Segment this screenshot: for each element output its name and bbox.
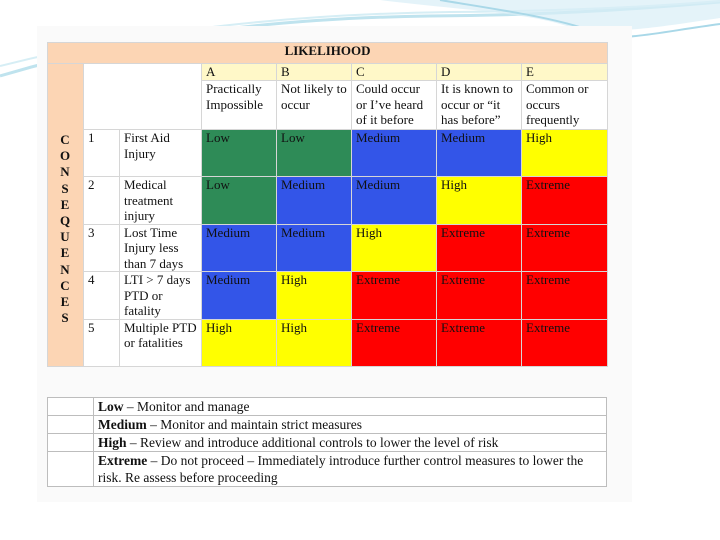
risk-cell-2c: Medium (352, 177, 437, 225)
risk-cell-5a: High (202, 319, 277, 366)
likelihood-desc-d: It is known to occur or “it has before” (437, 81, 522, 130)
legend-level-medium: Medium (98, 417, 147, 432)
legend-level-extreme: Extreme (98, 453, 148, 468)
risk-cell-5e: Extreme (522, 319, 608, 366)
risk-cell-4e: Extreme (522, 272, 608, 320)
risk-cell-2a: Low (202, 177, 277, 225)
likelihood-code-b: B (277, 64, 352, 81)
likelihood-code-c: C (352, 64, 437, 81)
legend-swatch-medium (48, 416, 94, 434)
consequences-letter: C (60, 277, 70, 293)
legend-text-low: – Monitor and manage (123, 399, 250, 414)
legend-swatch-extreme (48, 452, 94, 487)
legend-level-high: High (98, 435, 127, 450)
risk-cell-3b: Medium (277, 224, 352, 272)
risk-cell-2b: Medium (277, 177, 352, 225)
consequences-vertical-label (48, 132, 82, 326)
risk-cell-3e: Extreme (522, 224, 608, 272)
likelihood-desc-c: Could occur or I’ve heard of it before (352, 81, 437, 130)
legend-text-medium: – Monitor and maintain strict measures (146, 417, 362, 432)
likelihood-desc-a: Practically Impossible (202, 81, 277, 130)
consequences-letter: N (60, 261, 70, 277)
risk-cell-1d: Medium (437, 130, 522, 177)
risk-legend-table (47, 397, 607, 487)
consequences-letter: E (60, 245, 70, 261)
legend-item-high (94, 434, 607, 452)
consequence-desc-5: Multiple PTD or fatalities (120, 319, 202, 366)
likelihood-title: LIKELIHOOD (48, 43, 608, 64)
legend-swatch-high (48, 434, 94, 452)
consequences-letter: U (60, 229, 70, 245)
consequence-desc-3: Lost Time Injury less than 7 days (120, 224, 202, 272)
consequence-num-2: 2 (84, 177, 120, 225)
consequences-letter: E (60, 196, 70, 212)
risk-cell-2d: High (437, 177, 522, 225)
legend-swatch-low (48, 398, 94, 416)
consequences-letter: N (60, 164, 70, 180)
risk-matrix-table (47, 42, 608, 367)
risk-cell-2e: Extreme (522, 177, 608, 225)
consequences-letter: C (60, 132, 70, 147)
consequences-letter: S (61, 310, 69, 326)
risk-cell-1a: Low (202, 130, 277, 177)
consequence-desc-1: First Aid Injury (120, 130, 202, 177)
risk-cell-5d: Extreme (437, 319, 522, 366)
likelihood-desc-e: Common or occurs frequently (522, 81, 608, 130)
legend-text-extreme: – Do not proceed – Immediately introduce further control measures to lower the risk. Re assess before proceeding (98, 453, 584, 485)
risk-cell-1c: Medium (352, 130, 437, 177)
legend-item-medium (94, 416, 607, 434)
risk-cell-4c: Extreme (352, 272, 437, 320)
risk-cell-4a: Medium (202, 272, 277, 320)
risk-cell-3d: Extreme (437, 224, 522, 272)
consequence-num-4: 4 (84, 272, 120, 320)
likelihood-code-a: A (202, 64, 277, 81)
likelihood-desc-b: Not likely to occur (277, 81, 352, 130)
risk-cell-4d: Extreme (437, 272, 522, 320)
consequence-num-1: 1 (84, 130, 120, 177)
consequence-num-5: 5 (84, 319, 120, 366)
consequences-letter: S (61, 180, 69, 196)
consequences-letter: E (60, 294, 70, 310)
legend-level-low: Low (98, 399, 124, 414)
risk-cell-5c: Extreme (352, 319, 437, 366)
likelihood-code-d: D (437, 64, 522, 81)
risk-cell-1e: High (522, 130, 608, 177)
risk-cell-4b: High (277, 272, 352, 320)
risk-cell-3c: High (352, 224, 437, 272)
consequence-desc-2: Medical treatment injury (120, 177, 202, 225)
legend-item-extreme (94, 452, 607, 487)
consequences-letter: Q (59, 213, 71, 229)
legend-item-low (94, 398, 607, 416)
legend-text-high: – Review and introduce additional controls to lower the level of risk (126, 435, 499, 450)
consequence-num-3: 3 (84, 224, 120, 272)
risk-cell-1b: Low (277, 130, 352, 177)
consequence-desc-4: LTI > 7 days PTD or fatality (120, 272, 202, 320)
risk-cell-3a: Medium (202, 224, 277, 272)
likelihood-code-e: E (522, 64, 608, 81)
risk-cell-5b: High (277, 319, 352, 366)
consequences-letter: O (59, 148, 71, 164)
